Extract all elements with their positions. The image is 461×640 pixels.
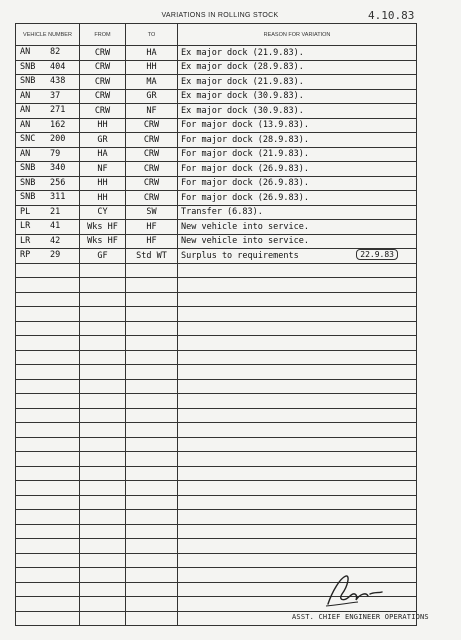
reason-text: Ex major dock (30.9.83).	[181, 105, 304, 116]
blank-cell	[126, 336, 178, 351]
blank-cell	[126, 539, 178, 554]
reason-cell	[178, 191, 417, 206]
to-cell: CRW	[126, 133, 178, 148]
table-row	[16, 133, 417, 148]
blank-cell	[16, 466, 80, 481]
blank-cell	[178, 336, 417, 351]
vehicle-class: SNB	[20, 61, 36, 72]
vehicle-number: 37	[50, 90, 61, 101]
blank-cell	[126, 423, 178, 438]
blank-cell	[178, 292, 417, 307]
blank-cell	[80, 263, 126, 278]
reason-text: For major dock (13.9.83).	[181, 120, 309, 131]
vehicle-number: 438	[50, 76, 66, 86]
blank-row	[16, 394, 417, 409]
blank-cell	[126, 510, 178, 525]
header-vehicle-number: VEHICLE NUMBER	[16, 24, 80, 46]
from-cell: NF	[80, 162, 126, 177]
to-cell: GR	[126, 89, 178, 104]
blank-cell	[16, 350, 80, 365]
blank-row	[16, 336, 417, 351]
reason-text: For major dock (26.9.83).	[181, 178, 309, 189]
vehicle-class: AN	[20, 105, 31, 115]
blank-cell	[16, 524, 80, 539]
to-cell: CRW	[126, 176, 178, 191]
reason-text: For major dock (26.9.83).	[181, 192, 309, 203]
reason-cell	[178, 104, 417, 119]
blank-cell	[178, 263, 417, 278]
blank-cell	[80, 510, 126, 525]
reason-cell	[178, 249, 417, 264]
blank-cell	[80, 350, 126, 365]
reason-text: Transfer (6.83).	[181, 207, 263, 218]
reason-text: For major dock (21.9.83).	[181, 149, 309, 160]
table-row	[16, 205, 417, 220]
vehicle-number: 21	[50, 206, 61, 217]
blank-cell	[80, 568, 126, 583]
blank-cell	[80, 539, 126, 554]
blank-cell	[126, 263, 178, 278]
from-cell: HH	[80, 176, 126, 191]
header-to: TO	[126, 24, 178, 46]
from-cell: CY	[80, 205, 126, 220]
vehicle-number: 404	[50, 61, 66, 72]
blank-row	[16, 539, 417, 554]
faint-bleed-through-text	[150, 586, 215, 609]
table-row	[16, 118, 417, 133]
from-cell: Wks HF	[80, 234, 126, 249]
vehicle-class: LR	[20, 221, 31, 231]
blank-cell	[16, 553, 80, 568]
blank-cell	[178, 350, 417, 365]
blank-cell	[126, 495, 178, 510]
table-row	[16, 191, 417, 206]
reason-text: New vehicle into service.	[181, 236, 309, 247]
vehicle-number: 256	[50, 177, 66, 188]
vehicle-class: AN	[20, 148, 31, 159]
reason-cell	[178, 220, 417, 235]
blank-cell	[126, 394, 178, 409]
circled-date: 22.9.83	[356, 249, 398, 260]
to-cell: CRW	[126, 147, 178, 162]
vehicle-number: 162	[50, 119, 66, 130]
blank-cell	[16, 379, 80, 394]
table-row	[16, 75, 417, 90]
blank-row	[16, 495, 417, 510]
table-row	[16, 147, 417, 162]
blank-cell	[178, 452, 417, 467]
blank-cell	[16, 495, 80, 510]
blank-cell	[126, 466, 178, 481]
blank-cell	[178, 553, 417, 568]
vehicle-class: SNC	[20, 134, 36, 144]
to-cell: HA	[126, 46, 178, 61]
blank-row	[16, 452, 417, 467]
blank-cell	[80, 408, 126, 423]
blank-cell	[80, 365, 126, 380]
vehicle-number-cell	[16, 104, 80, 119]
vehicle-class: AN	[20, 119, 31, 130]
blank-cell	[80, 379, 126, 394]
blank-cell	[178, 524, 417, 539]
blank-cell	[126, 350, 178, 365]
blank-cell	[126, 278, 178, 293]
reason-cell	[178, 133, 417, 148]
blank-cell	[16, 365, 80, 380]
vehicle-class: LR	[20, 235, 31, 246]
document-date: 4.10.83	[368, 9, 415, 22]
vehicle-number: 271	[50, 105, 66, 115]
blank-cell	[80, 292, 126, 307]
reason-cell	[178, 46, 417, 61]
blank-cell	[126, 481, 178, 496]
to-cell: HF	[126, 234, 178, 249]
handwritten-signature	[318, 572, 388, 610]
from-cell: CRW	[80, 89, 126, 104]
blank-cell	[126, 553, 178, 568]
blank-cell	[16, 394, 80, 409]
blank-cell	[16, 510, 80, 525]
blank-cell	[126, 292, 178, 307]
blank-row	[16, 510, 417, 525]
table-row	[16, 176, 417, 191]
from-cell: GR	[80, 133, 126, 148]
blank-cell	[16, 321, 80, 336]
blank-cell	[16, 292, 80, 307]
blank-cell	[80, 307, 126, 322]
blank-cell	[16, 437, 80, 452]
reason-text: Ex major dock (21.9.83).	[181, 47, 304, 58]
to-cell: HH	[126, 60, 178, 75]
vehicle-number-cell	[16, 162, 80, 177]
from-cell: CRW	[80, 104, 126, 119]
vehicle-class: RP	[20, 250, 31, 260]
blank-row	[16, 292, 417, 307]
blank-row	[16, 408, 417, 423]
reason-cell	[178, 75, 417, 90]
blank-row	[16, 307, 417, 322]
reason-cell	[178, 147, 417, 162]
vehicle-number-cell	[16, 147, 80, 162]
blank-cell	[178, 307, 417, 322]
vehicle-class: AN	[20, 90, 31, 101]
from-cell: CRW	[80, 46, 126, 61]
reason-cell	[178, 205, 417, 220]
vehicle-number-cell	[16, 205, 80, 220]
to-cell: CRW	[126, 191, 178, 206]
blank-cell	[80, 597, 126, 612]
blank-row	[16, 321, 417, 336]
vehicle-class: SNB	[20, 192, 36, 202]
vehicle-number: 340	[50, 163, 66, 173]
vehicle-number-cell	[16, 234, 80, 249]
reason-text: Ex major dock (21.9.83).	[181, 76, 304, 87]
blank-cell	[80, 466, 126, 481]
blank-cell	[80, 553, 126, 568]
reason-cell	[178, 176, 417, 191]
vehicle-number: 41	[50, 221, 61, 231]
vehicle-number: 200	[50, 134, 66, 144]
from-cell: Wks HF	[80, 220, 126, 235]
vehicle-number-cell	[16, 176, 80, 191]
vehicle-class: SNB	[20, 177, 36, 188]
vehicle-number: 42	[50, 235, 61, 246]
from-cell: CRW	[80, 75, 126, 90]
vehicle-number-cell	[16, 220, 80, 235]
blank-cell	[178, 481, 417, 496]
blank-cell	[178, 539, 417, 554]
vehicle-number-cell	[16, 60, 80, 75]
blank-cell	[178, 394, 417, 409]
blank-cell	[178, 365, 417, 380]
table-header-row	[16, 24, 417, 46]
rolling-stock-table	[15, 23, 417, 626]
reason-text: New vehicle into service.	[181, 221, 309, 232]
blank-cell	[126, 452, 178, 467]
table-row	[16, 89, 417, 104]
blank-cell	[80, 495, 126, 510]
blank-cell	[16, 408, 80, 423]
blank-cell	[126, 365, 178, 380]
vehicle-number: 79	[50, 148, 61, 159]
blank-cell	[16, 568, 80, 583]
blank-cell	[16, 481, 80, 496]
signature-label: ASST. CHIEF ENGINEER OPERATIONS	[292, 613, 429, 621]
to-cell: CRW	[126, 162, 178, 177]
blank-cell	[178, 495, 417, 510]
blank-cell	[80, 278, 126, 293]
reason-text: Ex major dock (30.9.83).	[181, 91, 304, 102]
blank-cell	[126, 437, 178, 452]
from-cell: GF	[80, 249, 126, 264]
vehicle-number-cell	[16, 249, 80, 264]
blank-row	[16, 350, 417, 365]
from-cell: HH	[80, 191, 126, 206]
vehicle-number-cell	[16, 191, 80, 206]
reason-cell	[178, 60, 417, 75]
vehicle-class: SNB	[20, 76, 36, 86]
from-cell: HA	[80, 147, 126, 162]
reason-text: For major dock (26.9.83).	[181, 163, 309, 174]
blank-cell	[80, 452, 126, 467]
blank-cell	[126, 611, 178, 626]
blank-row	[16, 263, 417, 278]
blank-cell	[16, 423, 80, 438]
vehicle-number-cell	[16, 89, 80, 104]
vehicle-number-cell	[16, 118, 80, 133]
blank-cell	[16, 278, 80, 293]
vehicle-class: AN	[20, 47, 31, 57]
to-cell: Std WT	[126, 249, 178, 264]
reason-cell	[178, 89, 417, 104]
table-row	[16, 162, 417, 177]
blank-row	[16, 365, 417, 380]
reason-cell	[178, 162, 417, 177]
blank-cell	[126, 321, 178, 336]
blank-cell	[126, 307, 178, 322]
blank-cell	[16, 582, 80, 597]
blank-cell	[16, 597, 80, 612]
blank-cell	[126, 524, 178, 539]
vehicle-number-cell	[16, 46, 80, 61]
blank-cell	[178, 510, 417, 525]
to-cell: NF	[126, 104, 178, 119]
blank-cell	[126, 379, 178, 394]
blank-row	[16, 524, 417, 539]
blank-cell	[80, 524, 126, 539]
vehicle-number: 29	[50, 250, 61, 260]
blank-cell	[80, 336, 126, 351]
blank-row	[16, 466, 417, 481]
from-cell: CRW	[80, 60, 126, 75]
blank-cell	[126, 408, 178, 423]
vehicle-number-cell	[16, 75, 80, 90]
table-row	[16, 60, 417, 75]
table-row	[16, 46, 417, 61]
to-cell: CRW	[126, 118, 178, 133]
reason-cell	[178, 234, 417, 249]
from-cell: HH	[80, 118, 126, 133]
blank-cell	[178, 408, 417, 423]
blank-cell	[16, 307, 80, 322]
vehicle-number-cell	[16, 133, 80, 148]
blank-row	[16, 379, 417, 394]
blank-cell	[80, 321, 126, 336]
blank-row	[16, 553, 417, 568]
header-from: FROM	[80, 24, 126, 46]
reason-text: Surplus to requirements	[181, 250, 299, 261]
vehicle-class: SNB	[20, 163, 36, 173]
table-row	[16, 220, 417, 235]
blank-cell	[80, 481, 126, 496]
blank-cell	[178, 466, 417, 481]
header-reason: REASON FOR VARIATION	[178, 24, 417, 46]
to-cell: MA	[126, 75, 178, 90]
blank-cell	[80, 394, 126, 409]
blank-row	[16, 481, 417, 496]
blank-cell	[126, 568, 178, 583]
blank-cell	[80, 582, 126, 597]
blank-cell	[16, 263, 80, 278]
table-row	[16, 234, 417, 249]
blank-cell	[178, 423, 417, 438]
reason-text: Ex major dock (28.9.83).	[181, 62, 304, 73]
blank-cell	[178, 379, 417, 394]
table-row	[16, 104, 417, 119]
to-cell: SW	[126, 205, 178, 220]
blank-cell	[80, 423, 126, 438]
blank-row	[16, 423, 417, 438]
blank-cell	[178, 321, 417, 336]
blank-cell	[80, 611, 126, 626]
vehicle-number: 82	[50, 47, 61, 57]
blank-cell	[16, 611, 80, 626]
blank-cell	[16, 539, 80, 554]
table-row	[16, 249, 417, 264]
blank-row	[16, 278, 417, 293]
blank-cell	[16, 452, 80, 467]
blank-cell	[178, 278, 417, 293]
to-cell: HF	[126, 220, 178, 235]
vehicle-class: PL	[20, 206, 31, 217]
vehicle-number: 311	[50, 192, 66, 202]
reason-cell	[178, 118, 417, 133]
reason-text: For major dock (28.9.83).	[181, 134, 309, 145]
blank-cell	[178, 437, 417, 452]
document-title: VARIATIONS IN ROLLING STOCK	[161, 12, 279, 19]
blank-cell	[16, 336, 80, 351]
blank-cell	[80, 437, 126, 452]
blank-row	[16, 437, 417, 452]
